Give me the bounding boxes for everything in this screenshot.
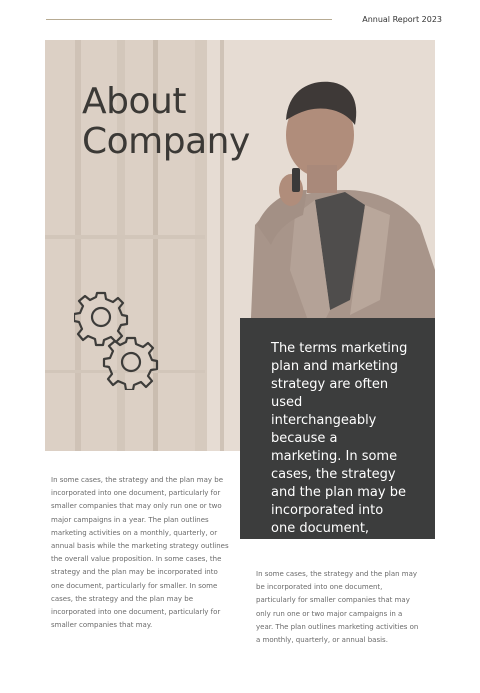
gears-icon bbox=[74, 290, 160, 390]
header-divider-line bbox=[46, 19, 332, 20]
page-title-line-2: Company bbox=[82, 121, 250, 162]
body-paragraph-right: In some cases, the strategy and the plan may be incorporated into one document, particularly for smaller companies that may only run one or two major campaigns in a year. The plan outlines marketing activities on a monthly, quarterly, or annual basis. bbox=[256, 570, 419, 645]
report-label: Annual Report 2023 bbox=[362, 15, 442, 24]
quote-box bbox=[240, 318, 435, 572]
quote-text: The terms marketing plan and marketing strategy are often used interchangeably because a marketing. In some cases, the strategy and the plan may be incorporated into one document, particularly for smaller. bbox=[271, 341, 408, 572]
page-title-line-1: About bbox=[82, 81, 186, 122]
page-title bbox=[82, 82, 250, 162]
body-paragraph-left: In some cases, the strategy and the plan may be incorporated into one document, particularly for smaller companies that may only run one or two major campaigns in a year. The plan outlines marketing activities on a monthly, quarterly, or annual basis while the marketing strategy outlines the overall value proposition. In some cases, the strategy and the plan may be incorporated into one document, particularly for smaller. In some cases, the strategy and the plan may be incorporated into one document, particularly for smaller companies that may. bbox=[51, 476, 229, 630]
